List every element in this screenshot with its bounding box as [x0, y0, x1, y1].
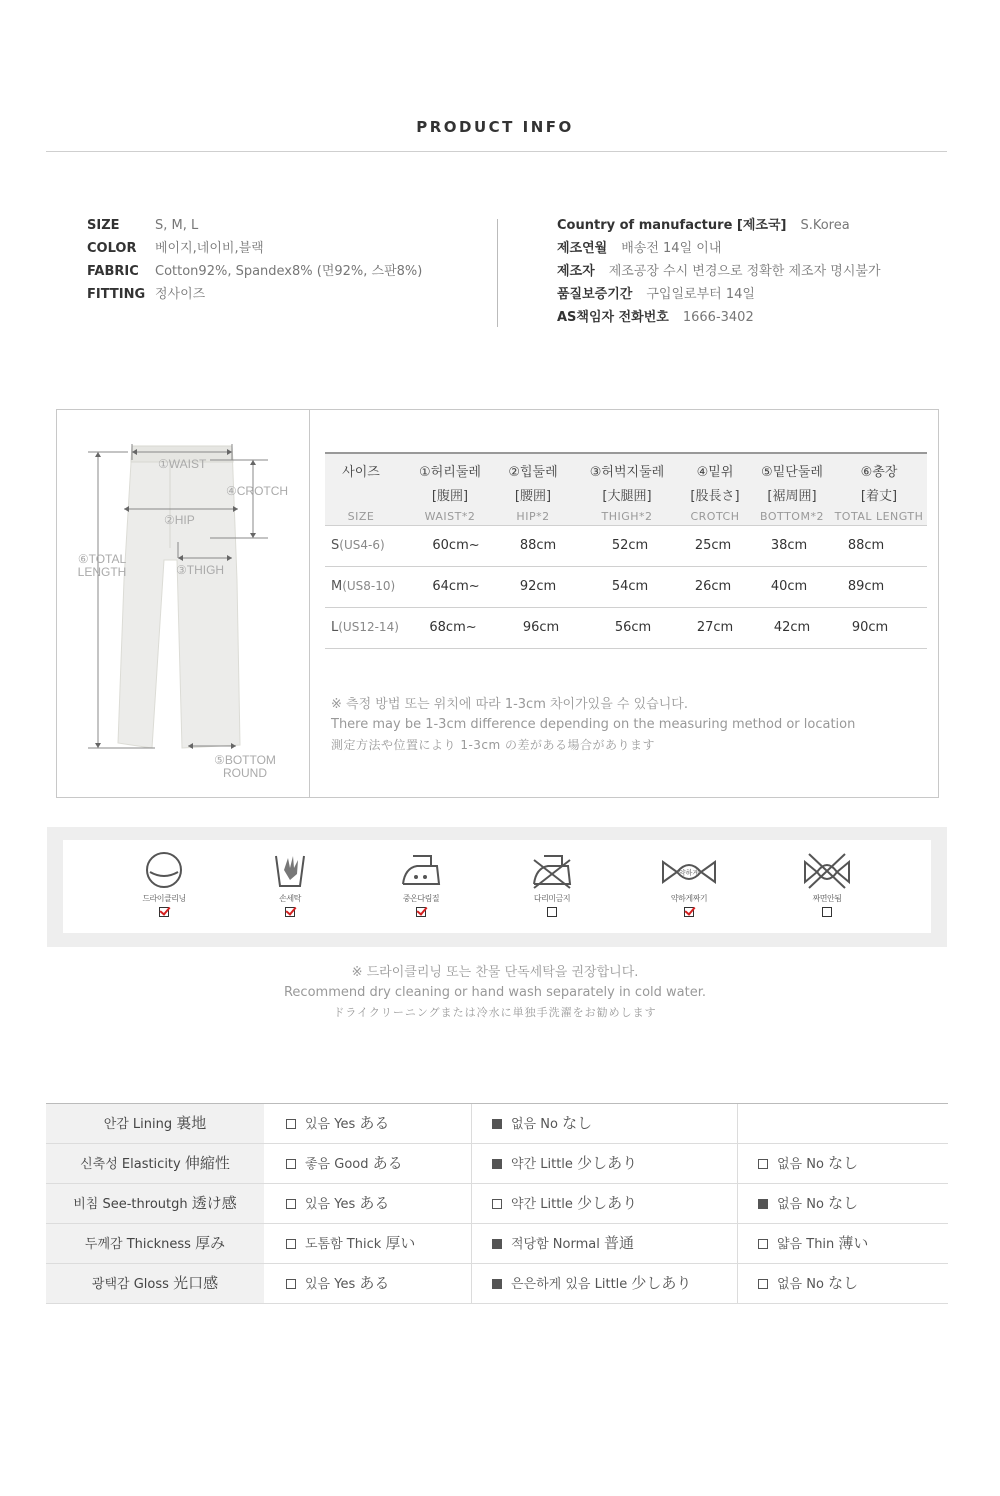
option-text: 없음 No	[777, 1277, 824, 1292]
no-iron-icon	[530, 850, 574, 890]
column-divider	[737, 1104, 738, 1143]
option-text: 없음 No	[511, 1117, 558, 1132]
header-bottom	[753, 454, 831, 523]
attr-option	[758, 1144, 858, 1183]
care-dry-clean	[119, 850, 209, 917]
option-jp: なし	[828, 1274, 859, 1292]
header-total	[831, 454, 927, 523]
attr-option	[492, 1184, 637, 1223]
header-ko: ③허벅지둘레	[589, 465, 665, 480]
wring-icon-text: 약하게	[678, 869, 700, 877]
attr-row-gloss	[46, 1264, 948, 1304]
cell-bottom: 38cm	[770, 538, 808, 553]
label-waist: ①WAIST	[158, 457, 207, 471]
attr-row-thickness	[46, 1224, 948, 1264]
info-value: 구입일로부터 14일	[646, 287, 755, 302]
cell-thigh: 52cm	[611, 538, 649, 553]
header-cjk: [股長さ]	[690, 489, 740, 504]
info-fitting	[87, 283, 422, 306]
cell-hip: 92cm	[519, 579, 557, 594]
option-text: 적당함 Normal	[511, 1237, 600, 1252]
care-note-ko: ※ 드라이클리닝 또는 찬물 단독세탁을 권장합니다.	[351, 965, 639, 980]
attr-option	[758, 1184, 858, 1223]
header-thigh	[577, 454, 677, 523]
attr-row-lining	[46, 1104, 948, 1144]
option-checkbox	[492, 1199, 502, 1209]
attr-label-text: 두께감 Thickness	[84, 1237, 191, 1252]
label-total-line1: ⑥TOTAL	[77, 552, 127, 566]
column-divider	[471, 1264, 472, 1303]
table-row	[325, 526, 927, 567]
option-jp: なし	[562, 1114, 593, 1132]
note-ko: ※ 측정 방법 또는 위치에 따라 1-3cm 차이가있을 수 있습니다.	[331, 697, 688, 712]
size-table-header	[325, 454, 927, 526]
header-cjk: [大腿囲]	[602, 489, 652, 504]
info-value: S, M, L	[155, 218, 199, 233]
option-checkbox	[492, 1279, 502, 1289]
page-title: PRODUCT INFO	[416, 118, 574, 136]
label-bottom-line2: ROUND	[223, 766, 267, 780]
option-checkbox	[286, 1279, 296, 1289]
info-key: COLOR	[87, 241, 137, 256]
note-en: There may be 1-3cm difference depending on the measuring method or location	[331, 717, 856, 732]
info-key: FITTING	[87, 287, 146, 302]
attr-option	[758, 1264, 858, 1303]
cell-crotch: 26cm	[694, 579, 732, 594]
attr-option	[286, 1264, 389, 1303]
size-letter: S	[331, 538, 340, 553]
attr-label-jp: 厚み	[195, 1234, 226, 1252]
info-divider	[497, 219, 498, 327]
info-value: 배송전 14일 이내	[621, 241, 722, 256]
cell-thigh: 54cm	[611, 579, 649, 594]
no-wring-icon	[801, 850, 853, 890]
column-divider	[471, 1184, 472, 1223]
info-size	[87, 214, 422, 237]
cell-crotch: 27cm	[696, 620, 734, 635]
care-label: 짜면안됨	[812, 894, 842, 903]
option-jp: 普通	[603, 1234, 634, 1252]
column-divider	[471, 1144, 472, 1183]
cell-bottom: 42cm	[773, 620, 811, 635]
attr-label-jp: 伸縮性	[184, 1154, 230, 1172]
attr-option	[758, 1224, 868, 1263]
info-manufacturer	[557, 260, 881, 283]
title-divider	[46, 151, 947, 152]
header-ko: ⑤밑단둘레	[761, 465, 823, 480]
attr-option	[286, 1144, 403, 1183]
care-iron-medium	[376, 850, 466, 917]
attr-label-text: 비침 See-throutgh	[73, 1197, 188, 1212]
info-value: 베이지,네이비,블랙	[155, 241, 264, 256]
header-en: SIZE	[347, 510, 375, 523]
option-jp: 厚い	[385, 1234, 416, 1252]
option-checkbox	[492, 1159, 502, 1169]
option-checkbox	[286, 1239, 296, 1249]
info-key: FABRIC	[87, 264, 139, 279]
cell-hip: 88cm	[519, 538, 557, 553]
option-jp: 少しあり	[577, 1194, 638, 1212]
option-checkbox	[758, 1279, 768, 1289]
attr-label	[46, 1104, 264, 1143]
attr-label-jp: 裏地	[176, 1114, 207, 1132]
option-jp: ある	[359, 1114, 390, 1132]
info-key: 제조자	[557, 264, 595, 279]
header-cjk: [腹囲]	[431, 489, 469, 504]
option-text: 도톰함 Thick	[305, 1237, 382, 1252]
info-key: 제조연월	[557, 241, 608, 256]
cell-hip: 96cm	[522, 620, 560, 635]
option-jp: 少しあり	[631, 1274, 692, 1292]
header-ko: 사이즈	[342, 465, 380, 480]
label-crotch: ④CROTCH	[226, 484, 289, 498]
care-no-wring	[782, 850, 872, 917]
care-checkbox	[416, 907, 426, 917]
table-row	[325, 608, 927, 649]
size-us: (US12-14)	[338, 620, 399, 634]
info-color	[87, 237, 422, 260]
iron-medium-icon	[399, 850, 443, 890]
option-text: 없음 No	[777, 1197, 824, 1212]
cell-waist: 68cm~	[429, 620, 477, 635]
option-jp: ある	[359, 1194, 390, 1212]
info-value: 제조공장 수시 변경으로 정확한 제조자 명시불가	[608, 264, 881, 279]
info-key: 품질보증기간	[557, 287, 633, 302]
column-divider	[737, 1224, 738, 1263]
option-checkbox	[758, 1199, 768, 1209]
label-total-length	[74, 553, 130, 579]
option-text: 좋음 Good	[305, 1157, 369, 1172]
attr-option	[492, 1144, 637, 1183]
attr-label-text: 광택감 Gloss	[91, 1277, 169, 1292]
attr-label	[46, 1144, 264, 1183]
column-divider	[737, 1264, 738, 1303]
care-checkbox	[684, 907, 694, 917]
option-jp: なし	[828, 1154, 859, 1172]
attr-option	[492, 1104, 592, 1143]
option-checkbox	[286, 1199, 296, 1209]
table-row	[325, 567, 927, 608]
info-warranty	[557, 283, 881, 306]
care-label: 드라이클리닝	[142, 894, 186, 903]
care-checkbox	[159, 907, 169, 917]
info-value: 정사이즈	[155, 287, 206, 302]
column-divider	[737, 1184, 738, 1223]
header-cjk: [腰囲]	[514, 489, 552, 504]
cell-total: 88cm	[847, 538, 885, 553]
option-jp: 薄い	[838, 1234, 869, 1252]
attr-option	[492, 1264, 691, 1303]
cell-waist: 64cm~	[432, 579, 480, 594]
care-note-en: Recommend dry cleaning or hand wash separately in cold water.	[283, 985, 706, 1000]
care-note-jp: ドライクリーニングまたは冷水に単独手洗濯をお勧めします	[333, 1006, 657, 1019]
option-text: 있음 Yes	[305, 1197, 356, 1212]
attr-row-elasticity	[46, 1144, 948, 1184]
measure-notes	[331, 695, 855, 755]
attr-option	[286, 1184, 389, 1223]
care-checkbox	[547, 907, 557, 917]
attr-row-see-through	[46, 1184, 948, 1224]
care-checkbox	[822, 907, 832, 917]
header-ko: ⑥총장	[860, 465, 898, 480]
column-divider	[471, 1104, 472, 1143]
option-text: 없음 No	[777, 1157, 824, 1172]
attr-label	[46, 1224, 264, 1263]
header-hip	[495, 454, 571, 523]
info-manufacture-date	[557, 237, 881, 260]
size-letter: M	[331, 579, 343, 594]
attr-label	[46, 1184, 264, 1223]
info-left-list	[87, 214, 422, 306]
option-checkbox	[758, 1159, 768, 1169]
option-jp: 少しあり	[577, 1154, 638, 1172]
option-text: 약간 Little	[511, 1197, 573, 1212]
header-en: HIP*2	[516, 510, 550, 523]
option-jp: ある	[372, 1154, 403, 1172]
label-hip: ②HIP	[164, 513, 195, 527]
header-cjk: [裾周囲]	[767, 489, 817, 504]
label-bottom-line1: ⑤BOTTOM	[214, 753, 276, 767]
care-wring-gently	[644, 850, 734, 917]
size-box-divider	[309, 410, 310, 797]
cell-waist: 60cm~	[432, 538, 480, 553]
pants-silhouette	[118, 446, 240, 748]
header-en: THIGH*2	[601, 510, 653, 523]
option-checkbox	[492, 1239, 502, 1249]
option-text: 얇음 Thin	[777, 1237, 835, 1252]
cell-size	[331, 620, 399, 635]
cell-crotch: 25cm	[694, 538, 732, 553]
care-checkbox	[285, 907, 295, 917]
option-text: 약간 Little	[511, 1157, 573, 1172]
label-total-line2: LENGTH	[77, 565, 127, 579]
info-fabric	[87, 260, 422, 283]
header-en: WAIST*2	[424, 510, 476, 523]
header-crotch	[679, 454, 751, 523]
size-table	[325, 452, 927, 649]
option-checkbox	[286, 1159, 296, 1169]
option-jp: ある	[359, 1274, 390, 1292]
option-checkbox	[286, 1119, 296, 1129]
care-label: 약하게짜기	[670, 894, 708, 903]
cell-thigh: 56cm	[614, 620, 652, 635]
care-no-iron	[507, 850, 597, 917]
note-jp: 測定方法や位置により 1-3cm の差がある場合があります	[331, 738, 656, 752]
info-as-phone	[557, 306, 881, 329]
info-country	[557, 214, 881, 237]
attr-label-text: 신축성 Elasticity	[80, 1157, 181, 1172]
option-jp: なし	[828, 1194, 859, 1212]
header-ko: ②힙둘레	[508, 465, 558, 480]
column-divider	[471, 1224, 472, 1263]
dry-clean-icon	[144, 850, 184, 890]
info-right-list	[557, 214, 881, 329]
option-checkbox	[492, 1119, 502, 1129]
option-text: 있음 Yes	[305, 1117, 356, 1132]
size-letter: L	[331, 620, 339, 635]
header-en: CROTCH	[690, 510, 740, 523]
cell-size	[331, 579, 395, 594]
care-notes	[0, 963, 990, 1023]
size-us: (US8-10)	[342, 579, 396, 593]
label-bottom-round	[209, 754, 281, 780]
cell-total: 90cm	[851, 620, 889, 635]
info-value: Cotton92%, Spandex8% (면92%, 스판8%)	[155, 264, 423, 279]
attr-option	[286, 1104, 389, 1143]
option-text: 은은하게 있음 Little	[511, 1277, 628, 1292]
option-checkbox	[758, 1239, 768, 1249]
cell-bottom: 40cm	[770, 579, 808, 594]
attr-label	[46, 1264, 264, 1303]
info-key: SIZE	[87, 218, 120, 233]
cell-size	[331, 538, 385, 553]
attr-label-text: 안감 Lining	[103, 1117, 173, 1132]
attr-option	[492, 1224, 634, 1263]
attribute-table	[46, 1103, 948, 1304]
column-divider	[737, 1144, 738, 1183]
attr-label-jp: 光口感	[173, 1274, 219, 1292]
care-label: 손세탁	[279, 894, 301, 903]
hand-wash-icon	[270, 850, 310, 890]
info-value: S.Korea	[800, 218, 850, 233]
header-cjk: [着丈]	[860, 489, 898, 504]
care-hand-wash	[245, 850, 335, 917]
header-ko: ①허리둘레	[419, 465, 481, 480]
care-label: 중온다림질	[402, 894, 440, 903]
header-en: TOTAL LENGTH	[834, 510, 924, 523]
care-label: 다리미금지	[533, 894, 571, 903]
info-key: Country of manufacture [제조국]	[557, 218, 787, 233]
info-key: AS책임자 전화번호	[557, 310, 669, 325]
cell-total: 89cm	[847, 579, 885, 594]
header-waist	[403, 454, 497, 523]
attr-option	[286, 1224, 415, 1263]
header-size	[331, 454, 391, 523]
size-us: (US4-6)	[339, 538, 385, 552]
info-value: 1666-3402	[682, 310, 754, 325]
header-en: BOTTOM*2	[760, 510, 824, 523]
attr-label-jp: 透け感	[191, 1194, 237, 1212]
label-thigh: ③THIGH	[176, 563, 225, 577]
option-text: 있음 Yes	[305, 1277, 356, 1292]
header-ko: ④밑위	[696, 465, 734, 480]
wring-gently-icon	[659, 850, 719, 890]
